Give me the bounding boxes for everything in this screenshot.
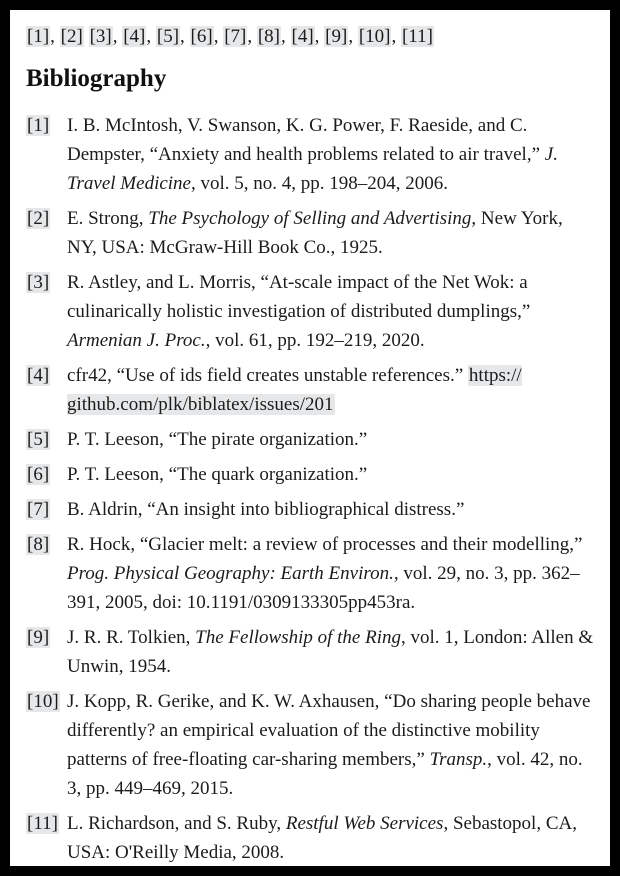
- entry-label-link[interactable]: [11]: [27, 813, 58, 834]
- reference-entry: [26, 530, 594, 617]
- citation-link[interactable]: [4]: [291, 26, 314, 47]
- entry-text-segment: R. Hock, “Glacier melt: a review of processes and their modelling,”: [67, 534, 583, 555]
- citation-separator: ,: [146, 26, 156, 47]
- entry-text-segment: , vol. 1, London: Allen & Unwin, 1954.: [67, 627, 594, 677]
- citation-link[interactable]: [6]: [190, 26, 213, 47]
- entry-text-segment: , Sebastopol, CA, USA: O'Reilly Media, 2008.: [67, 813, 577, 863]
- entry-text-segment: , vol. 29, no. 3, pp. 362–391, 2005, doi: 10.1191/0309133305pp453ra.: [67, 563, 580, 613]
- reference-entry: [26, 361, 594, 419]
- entry-text-segment: L. Richardson, and S. Ruby,: [67, 813, 286, 834]
- citation-link[interactable]: [1]: [27, 26, 50, 47]
- entry-text-segment: J. R. R. Tolkien,: [67, 627, 196, 648]
- entry-label-link[interactable]: [3]: [27, 272, 50, 293]
- entry-title-italic: Prog. Physical Geography: Earth Environ.: [67, 563, 394, 584]
- entry-text: [67, 495, 594, 524]
- citation-separator: ,: [281, 26, 291, 47]
- citation-separator: ,: [348, 26, 358, 47]
- entry-text-segment: P. T. Leeson, “The pirate organization.”: [67, 429, 368, 450]
- entry-label-link[interactable]: [10]: [27, 691, 59, 712]
- citation-line: [26, 22, 594, 51]
- entry-text-segment: J. Kopp, R. Gerike, and K. W. Axhausen, “Do sharing people behave differently? an empirical evaluation of the distinctive mobility patterns of free-floating car-sharing members,”: [67, 691, 591, 770]
- reference-entry: [26, 111, 594, 198]
- entry-title-italic: The Psychology of Selling and Advertising: [148, 208, 472, 229]
- entry-label-link[interactable]: [4]: [27, 365, 50, 386]
- citation-separator: ,: [112, 26, 123, 47]
- citation-link[interactable]: [3]: [89, 26, 112, 47]
- entry-text-segment: R. Astley, and L. Morris, “At-scale impact of the Net Wok: a culinarically holistic investigation of distributed dumplings,”: [67, 272, 531, 322]
- entry-title-italic: Transp.: [429, 749, 488, 770]
- entry-text-segment: , New York, NY, USA: McGraw-Hill Book Co., 1925.: [67, 208, 563, 258]
- reference-entry: [26, 687, 594, 803]
- citation-link[interactable]: [5]: [156, 26, 180, 47]
- entry-label: [26, 111, 67, 140]
- entry-text-segment: , vol. 61, pp. 192–219, 2020.: [205, 330, 425, 351]
- entry-text: [67, 204, 594, 262]
- entry-text-segment: P. T. Leeson, “The quark organization.”: [67, 464, 368, 485]
- reference-entry: [26, 268, 594, 355]
- entry-text-segment: , vol. 42, no. 3, pp. 449–469, 2015.: [67, 749, 583, 799]
- citation-separator: [84, 26, 89, 47]
- entry-title-italic: Restful Web Services: [285, 813, 444, 834]
- reference-list: [26, 111, 594, 866]
- entry-label: [26, 623, 67, 652]
- entry-label-link[interactable]: [8]: [27, 534, 50, 555]
- entry-label: [26, 687, 67, 716]
- entry-text-segment: cfr42, “Use of ids field creates unstable references.”: [67, 365, 468, 386]
- entry-text: [67, 809, 594, 866]
- entry-label: [26, 268, 67, 297]
- entry-label-link[interactable]: [7]: [27, 499, 50, 520]
- entry-title-italic: J. Travel Medicine: [67, 144, 558, 194]
- entry-label: [26, 460, 67, 489]
- citation-link[interactable]: [4]: [123, 26, 146, 47]
- citation-separator: ,: [50, 26, 60, 47]
- reference-entry: [26, 623, 594, 681]
- bibliography-page: [10, 10, 610, 866]
- reference-entry: [26, 425, 594, 454]
- reference-entry: [26, 809, 594, 866]
- bibliography-heading: Bibliography: [26, 65, 167, 92]
- entry-text-segment: I. B. McIntosh, V. Swanson, K. G. Power, F. Raeside, and C. Dempster, “Anxiety and health problems related to air travel,”: [67, 115, 545, 165]
- citation-separator: ,: [180, 26, 190, 47]
- entry-title-italic: Armenian J. Proc.: [67, 330, 206, 351]
- entry-title-italic: The Fellowship of the Ring: [195, 627, 401, 648]
- entry-label-link[interactable]: [6]: [27, 464, 50, 485]
- entry-label-link[interactable]: [2]: [27, 208, 50, 229]
- citation-link[interactable]: [8]: [257, 26, 280, 47]
- entry-text-segment: E. Strong,: [67, 208, 149, 229]
- citation-separator: ,: [213, 26, 224, 47]
- entry-label: [26, 530, 67, 559]
- citation-separator: ,: [314, 26, 325, 47]
- citation-link[interactable]: [10]: [358, 26, 391, 47]
- entry-text: [67, 460, 594, 489]
- entry-text: [67, 425, 594, 454]
- entry-text: [67, 361, 594, 419]
- entry-text: [67, 111, 594, 198]
- entry-text: [67, 530, 594, 617]
- entry-label: [26, 361, 67, 390]
- entry-label: [26, 204, 67, 233]
- entry-url-link[interactable]: https://github.com/plk/biblatex/issues/201: [67, 365, 522, 415]
- entry-label-link[interactable]: [9]: [27, 627, 50, 648]
- entry-label-link[interactable]: [1]: [27, 115, 50, 136]
- entry-label: [26, 809, 67, 838]
- citation-link[interactable]: [9]: [325, 26, 348, 47]
- reference-entry: [26, 495, 594, 524]
- citation-link[interactable]: [7]: [224, 26, 247, 47]
- citation-separator: ,: [391, 26, 401, 47]
- citation-link[interactable]: [2]: [60, 26, 83, 47]
- entry-text-segment: , vol. 5, no. 4, pp. 198–204, 2006.: [191, 173, 449, 194]
- citation-link[interactable]: [11]: [401, 26, 433, 47]
- entry-label-link[interactable]: [5]: [27, 429, 50, 450]
- entry-label: [26, 495, 67, 524]
- entry-text-segment: B. Aldrin, “An insight into bibliographical distress.”: [67, 499, 465, 520]
- citation-separator: ,: [247, 26, 257, 47]
- reference-entry: [26, 204, 594, 262]
- entry-text: [67, 623, 594, 681]
- entry-label: [26, 425, 67, 454]
- entry-text: [67, 687, 594, 803]
- reference-entry: [26, 460, 594, 489]
- entry-text: [67, 268, 594, 355]
